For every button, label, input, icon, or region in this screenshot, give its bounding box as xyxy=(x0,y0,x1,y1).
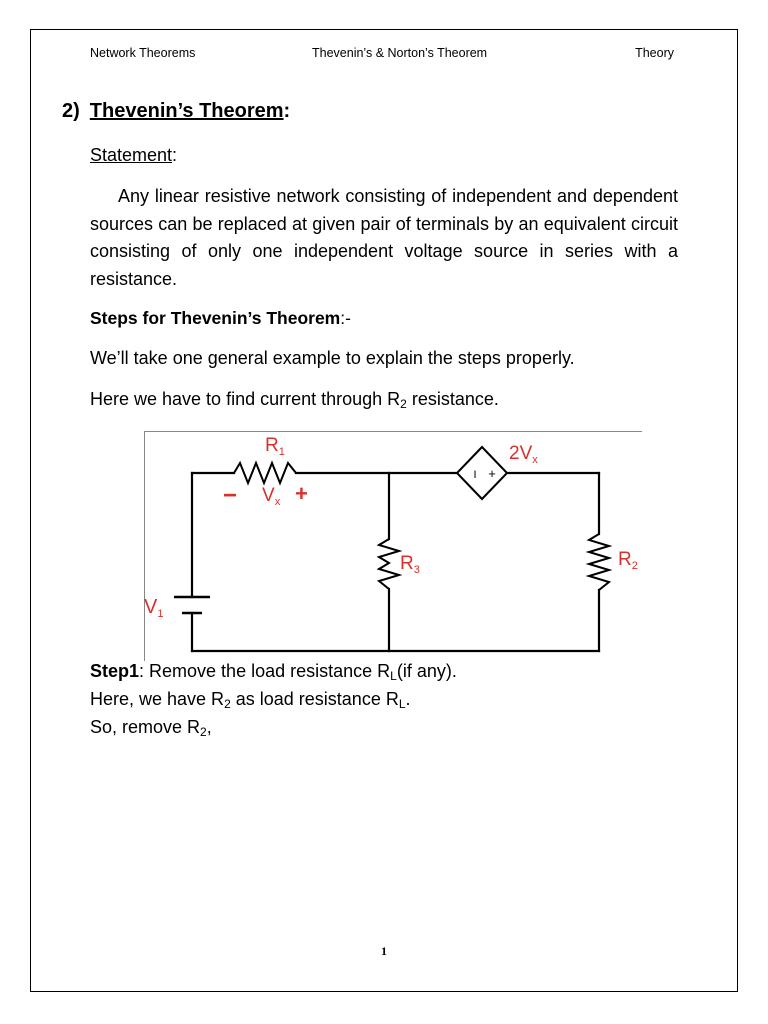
section-number: 2) xyxy=(62,100,80,122)
dep-source-plus: + xyxy=(488,466,496,481)
line2-sub1: 2 xyxy=(224,697,231,711)
dependent-source-diamond xyxy=(457,447,507,499)
step1-line3 xyxy=(90,717,212,738)
line2-sub2: L xyxy=(398,697,406,711)
resistor-r2 xyxy=(589,534,609,590)
header-center: Thevenin’s & Norton’s Theorem xyxy=(312,46,488,60)
line2-b: as load resistance R xyxy=(230,689,399,709)
line3-a: So, remove R xyxy=(90,717,201,737)
dep-source-label: $2V_x$ xyxy=(509,443,538,466)
step1-sub-a: L xyxy=(390,669,397,683)
statement-colon: : xyxy=(172,145,178,165)
step1-line2 xyxy=(90,689,411,710)
statement-text: Any linear resistive network consisting of independent and dependent sources can be replaced at given pair of terminals by an equivalent circuit consisting of only one independent voltage source in series with a resistance. xyxy=(90,186,678,289)
section-heading xyxy=(62,100,290,123)
circuit-wires xyxy=(192,473,599,651)
vx-plus: + xyxy=(295,481,308,506)
steps-intro: We’ll take one general example to explain the steps properly. xyxy=(90,348,575,368)
steps-heading-suffix: :- xyxy=(340,308,351,328)
find-current-line xyxy=(90,389,499,410)
vx-minus: − xyxy=(223,482,238,509)
line3-b: , xyxy=(206,717,212,737)
step1-line xyxy=(90,661,457,682)
resistor-r1 xyxy=(234,463,296,483)
battery-v1 xyxy=(174,597,210,613)
page-number: 1 xyxy=(381,944,387,958)
find-text-post: resistance. xyxy=(406,389,499,409)
frame-lines xyxy=(144,431,642,661)
line2-a: Here, we have R xyxy=(90,689,225,709)
section-title: Thevenin’s Theorem xyxy=(89,100,284,122)
r2-label: $R_2$ xyxy=(618,549,638,572)
step1-text-a: : Remove the load resistance R xyxy=(139,661,391,681)
circuit-diagram xyxy=(144,431,642,661)
find-text-pre: Here we have to find current through R xyxy=(90,389,401,409)
section-colon: : xyxy=(283,100,291,122)
header-left: Network Theorems xyxy=(90,46,196,60)
line2-c: . xyxy=(405,689,411,709)
line3-sub: 2 xyxy=(200,725,207,739)
dep-source-minus: I xyxy=(473,469,477,481)
steps-heading-bold: Steps for Thevenin’s Theorem xyxy=(90,308,341,328)
vx-label: $V_x$ xyxy=(262,485,281,508)
statement-label xyxy=(90,145,177,166)
header-right: Theory xyxy=(635,46,674,60)
r3-label: $R_3$ xyxy=(400,553,420,576)
statement-label-text: Statement xyxy=(90,145,173,165)
steps-heading xyxy=(90,308,351,329)
resistor-r3 xyxy=(379,539,399,589)
step1-label: Step1 xyxy=(90,661,140,681)
step1-text-b: (if any). xyxy=(396,661,457,681)
v1-label: $V_1$ xyxy=(144,596,164,620)
find-sub: 2 xyxy=(400,397,407,411)
r1-label: $R_1$ xyxy=(265,435,285,458)
